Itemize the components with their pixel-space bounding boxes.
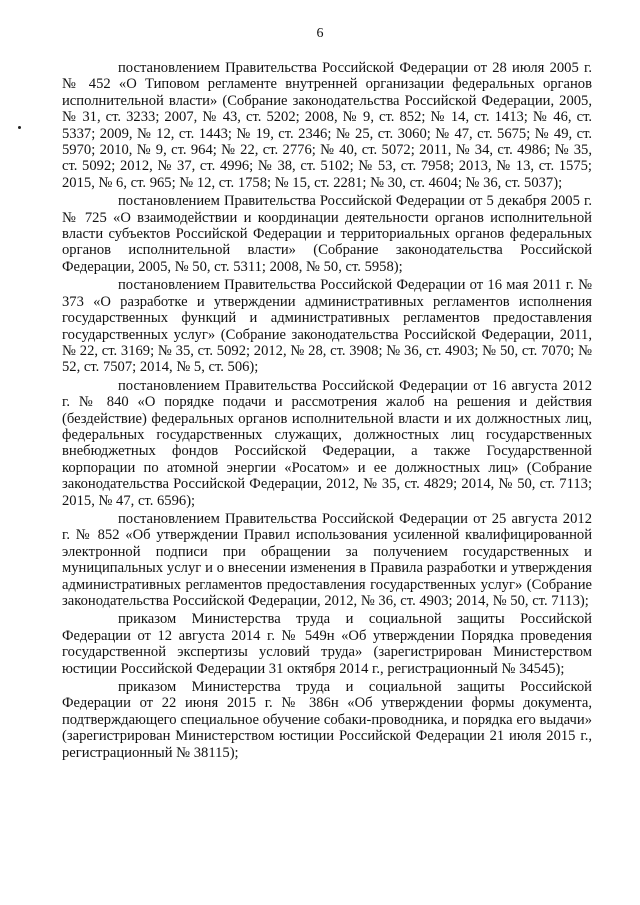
paragraph-decree-373: постановлением Правительства Российской Федерации от 16 мая 2011 г. № 373 «О разработке и утверждении административных регламентов исполнения государственных функций и административных регламентов предоставления государственных услуг» (Собрание законодательства Российской Федерации, 2011, № 22, ст. 3169; № 35, ст. 5092; 2012, № 28, ст. 3908; № 36, ст. 4903; № 50, ст. 7070; № 52, ст. 7507; 2014, № 5, ст. 506); — [62, 277, 592, 376]
margin-dot — [18, 126, 21, 129]
paragraph-decree-852: постановлением Правительства Российской Федерации от 25 августа 2012 г. № 852 «Об утверждении Правил использования усиленной квалифицированной электронной подписи при обращении за получением государственных и муниципальных услуг и о внесении изменения в Правила разработки и утверждения административных регламентов предоставления государственных услуг» (Собрание законодательства Российской Федерации, 2012, № 36, ст. 4903; 2014, № 50, ст. 7113); — [62, 510, 592, 609]
paragraph-order-549n: приказом Министерства труда и социальной защиты Российской Федерации от 12 августа 2014 г. № 549н «Об утверждении Порядка проведения государственной экспертизы условий труда» (зарегистрирован Министерством юстиции Российской Федерации 31 октября 2014 г., регистрационный № 34545); — [62, 611, 592, 677]
paragraph-order-386n: приказом Министерства труда и социальной защиты Российской Федерации от 22 июня 2015 г. № 386н «Об утверждении формы документа, подтверждающего специальное обучение собаки-проводника, и порядка его выдачи» (зарегистрирован Министерством юстиции Российской Федерации 21 июля 2015 г., регистрационный № 38115); — [62, 679, 592, 761]
paragraph-decree-725: постановлением Правительства Российской Федерации от 5 декабря 2005 г. № 725 «О взаимодействии и координации деятельности органов исполнительной власти субъектов Российской Федерации и территориальных органов федеральных органов исполнительной власти» (Собрание законодательства Российской Федерации, 2005, № 50, ст. 5311; 2008, № 50, ст. 5958); — [62, 193, 592, 275]
page-number: 6 — [316, 26, 324, 41]
paragraph-decree-452: постановлением Правительства Российской Федерации от 28 июля 2005 г. № 452 «О Типовом регламенте внутренней организации федеральных органов исполнительной власти» (Собрание законодательства Российской Федерации, 2005, № 31, ст. 3233; 2007, № 43, ст. 5202; 2008, № 9, ст. 852; № 14, ст. 1413; № 46, ст. 5337; 2009, № 12, ст. 1443; № 19, ст. 2346; № 25, ст. 3060; № 47, ст. 5675; № 49, ст. 5970; 2010, № 9, ст. 964; № 22, ст. 2776; № 40, ст. 5072; 2011, № 34, ст. 4986; № 35, ст. 5092; 2012, № 37, ст. 4996; № 38, ст. 5102; № 53, ст. 7958; 2013, № 13, ст. 1575; 2015, № 6, ст. 965; № 12, ст. 1758; № 15, ст. 2281; № 30, ст. 4604; № 36, ст. 5037); — [62, 60, 592, 191]
document-body — [62, 60, 592, 763]
paragraph-decree-840: постановлением Правительства Российской Федерации от 16 августа 2012 г. № 840 «О порядке подачи и рассмотрения жалоб на решения и действия (бездействие) федеральных органов исполнительной власти и их должностных лиц, федеральных государственных служащих, должностных лиц государственных внебюджетных фондов Российской Федерации, а также Государственной корпорации по атомной энергии «Росатом» и ее должностных лиц» (Собрание законодательства Российской Федерации, 2012, № 35, ст. 4829; 2014, № 50, ст. 7113; 2015, № 47, ст. 6596); — [62, 377, 592, 509]
